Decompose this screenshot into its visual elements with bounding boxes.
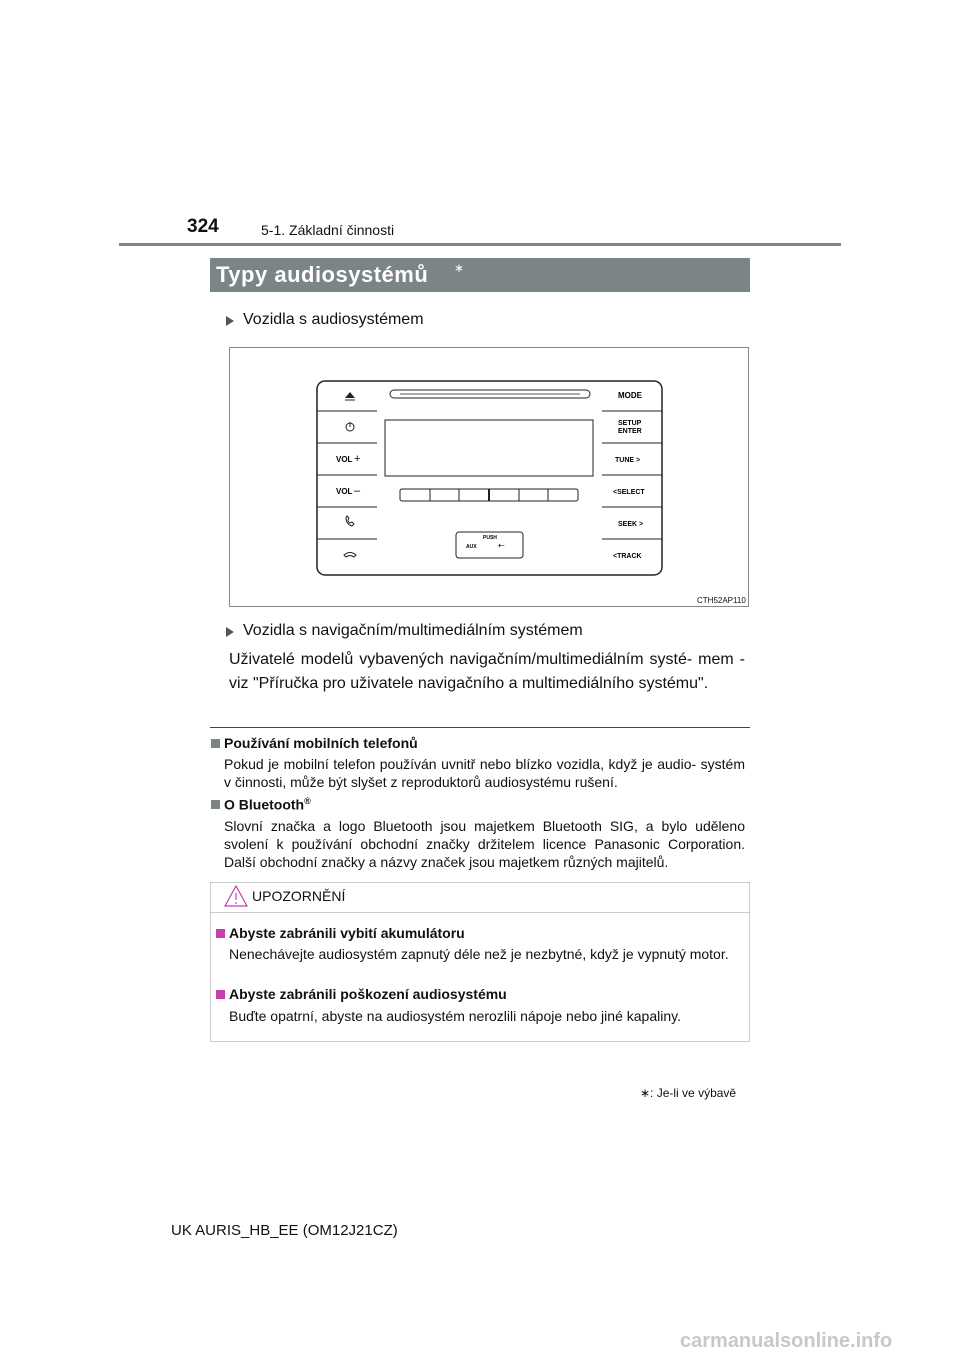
svg-text:<SELECT: <SELECT [613, 489, 645, 496]
document-footer: UK AURIS_HB_EE (OM12J21CZ) [171, 1222, 398, 1239]
figure-code: CTH52AP110 [697, 596, 746, 605]
square-bullet-icon [211, 800, 220, 809]
triangle-bullet-icon [226, 627, 234, 637]
warning-header-divider [210, 912, 750, 913]
chapter-title: 5-1. Základní činnosti [261, 222, 395, 238]
warning-label: UPOZORNĚNÍ [252, 888, 346, 904]
warning-heading-battery: Abyste zabránili vybití akumulátoru [229, 925, 465, 941]
audio-unit-figure [229, 347, 749, 607]
subheading-audio: Vozidla s audiosystémem [243, 311, 424, 328]
footnote: ∗: Je-li ve výbavě [640, 1086, 737, 1100]
warning-bullet-icon [216, 990, 225, 999]
svg-text:SETUP: SETUP [618, 420, 642, 427]
subheading-navigation: Vozidla s navigačním/multimediálním systémem [243, 622, 583, 639]
header-rule [119, 243, 841, 246]
warning-bullet-icon [216, 929, 225, 938]
warning-heading-damage: Abyste zabránili poškození audiosystému [229, 986, 507, 1002]
note-heading-bluetooth: O Bluetooth® [224, 796, 311, 813]
svg-text:TUNE >: TUNE > [615, 457, 641, 464]
triangle-bullet-icon [226, 316, 234, 326]
svg-text:+: + [354, 453, 361, 465]
svg-text:AUX: AUX [466, 544, 477, 550]
section-title-mark: ∗ [454, 261, 465, 275]
svg-text:–: – [354, 485, 361, 497]
warning-text-battery: Nenechávejte audiosystém zapnutý déle než je nezbytné, když je vypnutý motor. [229, 946, 729, 962]
section-separator [210, 727, 750, 728]
audio-unit-drawing [230, 348, 748, 606]
square-bullet-icon [211, 739, 220, 748]
vol-down-label: VOL [336, 487, 353, 496]
svg-text:ENTER: ENTER [618, 428, 642, 435]
warning-triangle-icon [223, 884, 249, 908]
watermark: carmanualsonline.info [680, 1330, 893, 1352]
warning-text-damage: Buďte opatrní, abyste na audiosystém nerozlili nápoje nebo jiné kapaliny. [229, 1008, 681, 1024]
navigation-paragraph: Uživatelé modelů vybavených navigačním/multimediálním systé- mem - viz "Příručka pro uživatele navigačního a multimediálního systému". [229, 651, 745, 692]
section-title: Typy audiosystémů [216, 262, 429, 287]
note-heading-phones: Používání mobilních telefonů [224, 735, 418, 751]
note-text-bluetooth: Slovní značka a logo Bluetooth jsou majetkem Bluetooth SIG, a bylo uděleno svolení k používání obchodní značky držitelem licence Panasonic Corporation. Další obchodní značky a názvy značek jsou majetkem různých majitelů. [224, 818, 745, 870]
page-number: 324 [187, 216, 219, 237]
note-text-phones: Pokud je mobilní telefon používán uvnitř nebo blízko vozidla, když je audio- systém v činnosti, může být slyšet z reproduktorů audiosystému rušení. [224, 756, 745, 790]
svg-text:⇠: ⇠ [498, 541, 505, 550]
svg-text:PUSH: PUSH [483, 535, 497, 541]
svg-text:SEEK >: SEEK > [618, 521, 644, 528]
vol-up-label: VOL [336, 455, 353, 464]
svg-text:<TRACK: <TRACK [613, 553, 642, 560]
svg-text:MODE: MODE [618, 391, 642, 400]
